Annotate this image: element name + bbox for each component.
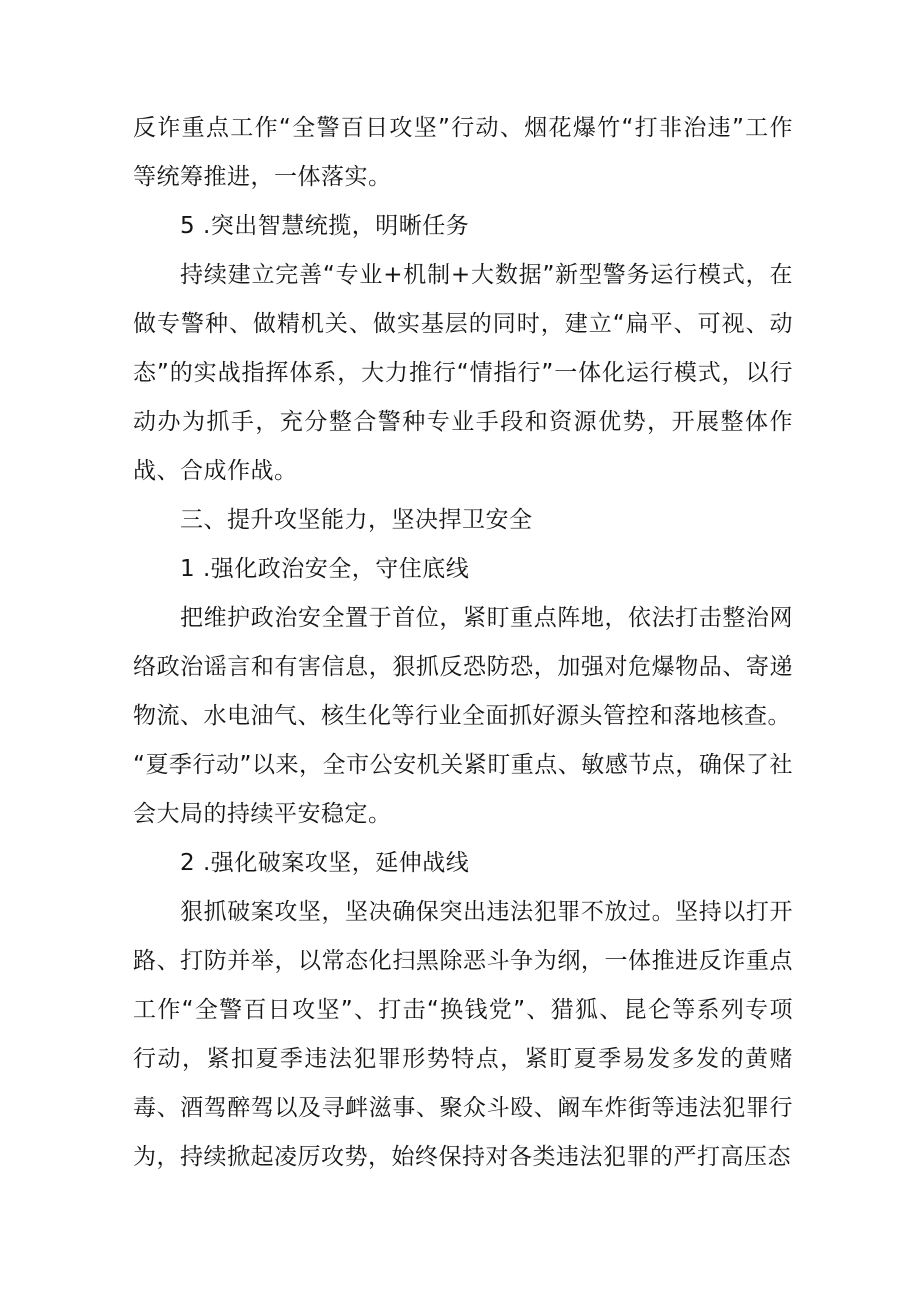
paragraph-case-solving: 狠抓破案攻坚，坚决确保突出违法犯罪不放过。坚持以打开路、打防并举，以常态化扫黑除恶斗争为纲，一体推进反诈重点工作“全警百日攻坚”、打击“换钱党”、猎狐、昆仑等系列专项行动，紧扣夏季违法犯罪形势特点，紧盯夏季易发多发的黄赌毒、酒驾醉驾以及寻衅滋事、聚众斗殴、阚车炸街等违法犯罪行为，持续掀起凌厉攻势，始终保持对各类违法犯罪的严打高压态 [133, 899, 793, 1170]
paragraph-smart-policing: 持续建立完善“专业+机制+大数据”新型警务运行模式，在做专警种、做精机关、做实基层的同时，建立“扁平、可视、动态”的实战指挥体系，大力推行“情指行”一体化运行模式，以行动办为抓手，充分整合警种专业手段和资源优势，开展整体作战、合成作战。 [133, 262, 793, 484]
chapter-heading-3: 三、提升攻坚能力，坚决捍卫安全 [180, 507, 533, 533]
paragraph-continuation: 反诈重点工作“全警百日攻坚”行动、烟花爆竹“打非治违”工作等统筹推进，一体落实。 [133, 115, 793, 190]
section-heading-1: 1 .强化政治安全，守住底线 [180, 556, 470, 582]
document-body [133, 104, 793, 1182]
section-heading-2: 2 .强化破案攻坚，延伸战线 [180, 850, 470, 876]
paragraph-summer-action: “夏季行动”以来，全市公安机关紧盯重点、敏感节点，确保了社会大局的持续平安稳定。 [133, 752, 793, 827]
section-heading-5: 5 .突出智慧统揽，明晰任务 [180, 213, 470, 239]
paragraph-political-security: 把维护政治安全置于首位，紧盯重点阵地，依法打击整治网络政治谣言和有害信息，狠抓反恐防恐，加强对危爆物品、寄递物流、水电油气、核生化等行业全面抓好源头管控和落地核查。 [133, 605, 793, 729]
